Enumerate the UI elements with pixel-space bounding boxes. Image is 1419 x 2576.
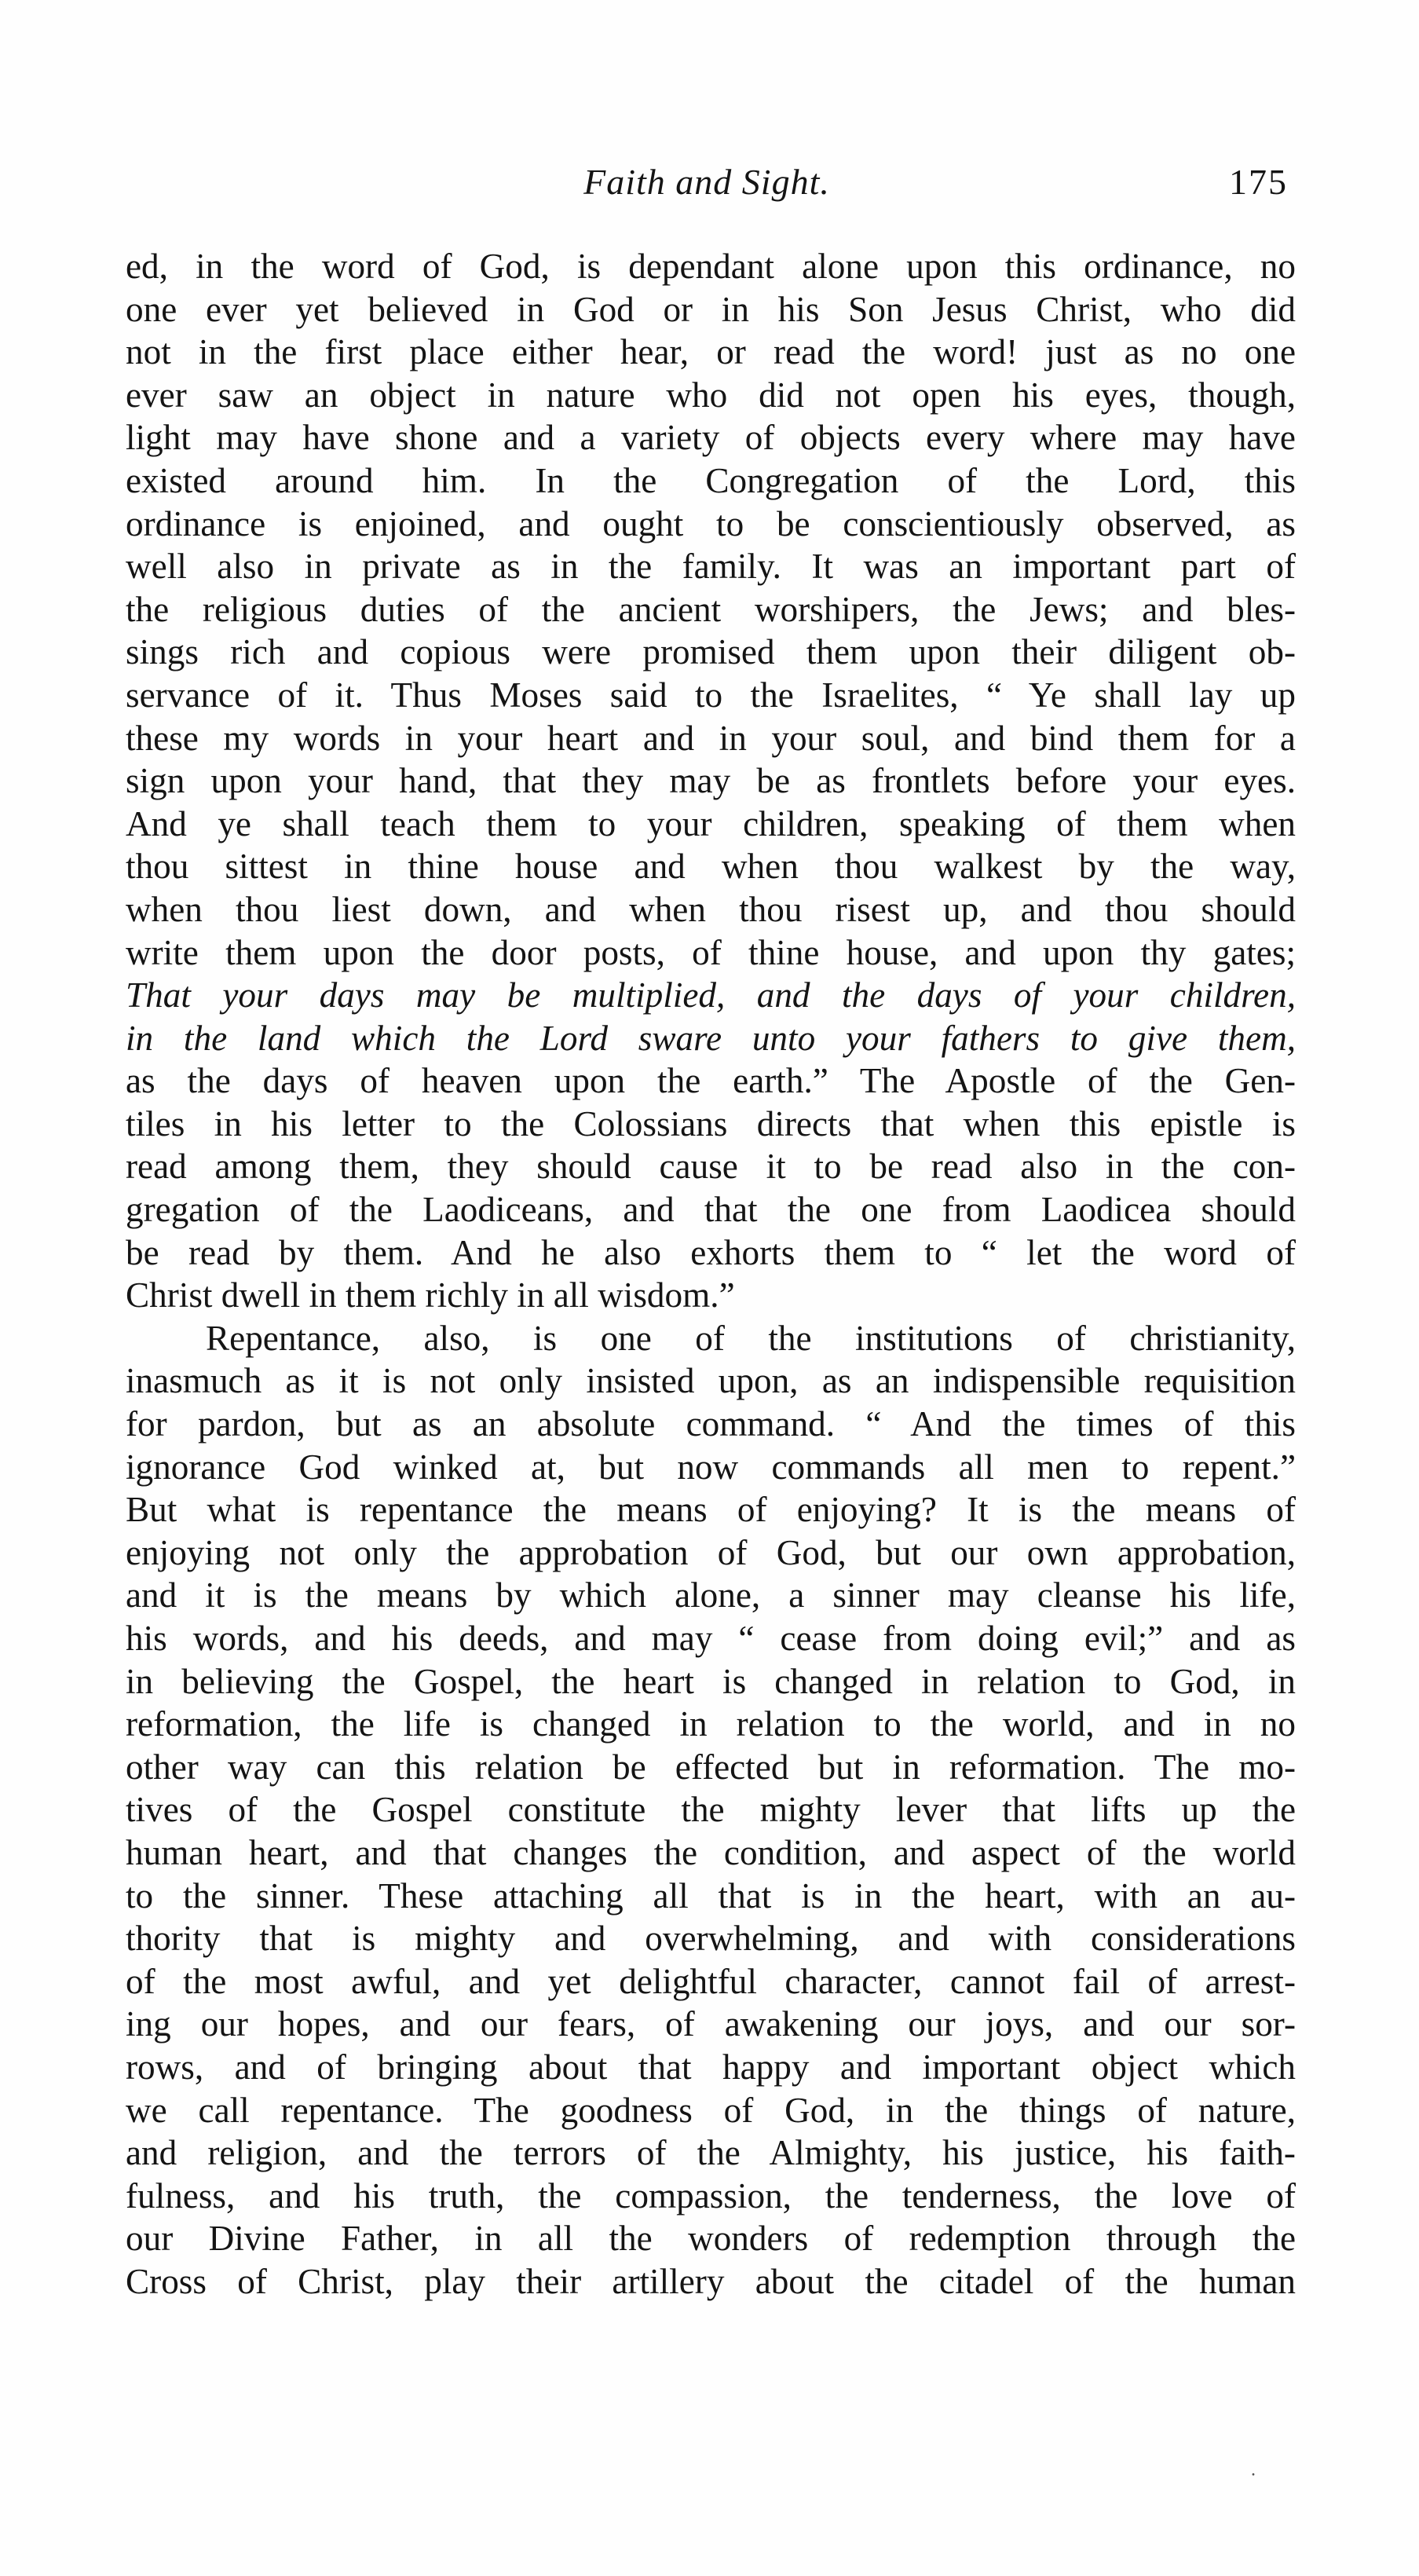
text-line: human heart, and that changes the condition, and aspect of the world bbox=[126, 1832, 1296, 1872]
text-line: not in the first place either hear, or read the word! just as no one bbox=[126, 332, 1296, 372]
text-line: sign upon your hand, that they may be as frontlets before your eyes. bbox=[126, 761, 1296, 801]
text-line: we call repentance. The goodness of God, in the things of nature, bbox=[126, 2090, 1296, 2130]
text-line: light may have shone and a variety of objects every where may have bbox=[126, 418, 1296, 458]
text-line: servance of it. Thus Moses said to the Israelites, “ Ye shall lay up bbox=[126, 675, 1296, 715]
text-line: other way can this relation be effected but in reformation. The mo- bbox=[126, 1747, 1296, 1787]
page-number: 175 bbox=[1229, 162, 1288, 202]
text-line: and religion, and the terrors of the Almighty, his justice, his faith- bbox=[126, 2133, 1296, 2173]
text-line: one ever yet believed in God or in his Son Jesus Christ, who did bbox=[126, 289, 1296, 329]
body-text bbox=[126, 245, 1296, 2303]
text-line: ed, in the word of God, is dependant alone upon this ordinance, no bbox=[126, 247, 1296, 286]
text-line: ordinance is enjoined, and ought to be conscientiously observed, as bbox=[126, 503, 1296, 543]
text-line: well also in private as in the family. It was an important part of bbox=[126, 547, 1296, 587]
text-line: and it is the means by which alone, a sinner may cleanse his life, bbox=[126, 1575, 1296, 1615]
text-line: thou sittest in thine house and when thou walkest by the way, bbox=[126, 847, 1296, 887]
text-line: sings rich and copious were promised them upon their diligent ob- bbox=[126, 632, 1296, 672]
text-line: thority that is mighty and overwhelming, and with considerations bbox=[126, 1919, 1296, 1959]
scripture-quote-line: That your days may be multiplied, and the days of your children, bbox=[126, 975, 1296, 1015]
text-line: ing our hopes, and our fears, of awakening our joys, and our sor- bbox=[126, 2004, 1296, 2044]
running-head bbox=[126, 161, 1288, 208]
text-line: Cross of Christ, play their artillery about the citadel of the human bbox=[126, 2261, 1296, 2301]
text-line: read among them, they should cause it to be read also in the con- bbox=[126, 1147, 1296, 1187]
text-line: enjoying not only the approbation of God, but our own approbation, bbox=[126, 1532, 1296, 1572]
paragraph-end-line: Christ dwell in them richly in all wisdom.” bbox=[126, 1275, 735, 1315]
scripture-quote-line: in the land which the Lord sware unto your fathers to give them, bbox=[126, 1018, 1296, 1058]
text-line: his words, and his deeds, and may “ cease from doing evil;” and as bbox=[126, 1619, 1296, 1658]
text-line: in believing the Gospel, the heart is changed in relation to God, in bbox=[126, 1661, 1296, 1701]
text-line: tives of the Gospel constitute the mighty lever that lifts up the bbox=[126, 1790, 1296, 1830]
text-line: But what is repentance the means of enjoying? It is the means of bbox=[126, 1490, 1296, 1530]
text-line: inasmuch as it is not only insisted upon, as an indispensible requisition bbox=[126, 1361, 1296, 1401]
text-line: rows, and of bringing about that happy and important object which bbox=[126, 2047, 1296, 2087]
text-line: to the sinner. These attaching all that is in the heart, with an au- bbox=[126, 1875, 1296, 1916]
text-line: when thou liest down, and when thou risest up, and thou should bbox=[126, 889, 1296, 929]
text-line: these my words in your heart and in your soul, and bind them for a bbox=[126, 718, 1296, 758]
running-title: Faith and Sight. bbox=[583, 162, 830, 202]
text-line: ever saw an object in nature who did not open his eyes, though, bbox=[126, 375, 1296, 415]
text-line: existed around him. In the Congregation of the Lord, this bbox=[126, 460, 1296, 500]
text-line: gregation of the Laodiceans, and that the one from Laodicea should bbox=[126, 1190, 1296, 1230]
text-line: be read by them. And he also exhorts them to “ let the word of bbox=[126, 1232, 1296, 1272]
text-line: for pardon, but as an absolute command. “ And the times of this bbox=[126, 1404, 1296, 1444]
text-line: And ye shall teach them to your children, speaking of them when bbox=[126, 803, 1296, 843]
text-line: our Divine Father, in all the wonders of redemption through the bbox=[126, 2219, 1296, 2259]
print-mark: . bbox=[1251, 2460, 1256, 2480]
text-line: ignorance God winked at, but now commands all men to repent.” bbox=[126, 1447, 1296, 1487]
text-line: tiles in his letter to the Colossians directs that when this epistle is bbox=[126, 1103, 1296, 1143]
paragraph-start-line: Repentance, also, is one of the institutions of christianity, bbox=[206, 1318, 1296, 1358]
text-line: fulness, and his truth, the compassion, the tenderness, the love of bbox=[126, 2175, 1296, 2216]
text-line: reformation, the life is changed in relation to the world, and in no bbox=[126, 1704, 1296, 1744]
text-line: the religious duties of the ancient worshipers, the Jews; and bles- bbox=[126, 589, 1296, 629]
text-line: of the most awful, and yet delightful character, cannot fail of arrest- bbox=[126, 1961, 1296, 2001]
text-line: as the days of heaven upon the earth.” The Apostle of the Gen- bbox=[126, 1061, 1296, 1101]
text-line: write them upon the door posts, of thine house, and upon thy gates; bbox=[126, 932, 1296, 972]
